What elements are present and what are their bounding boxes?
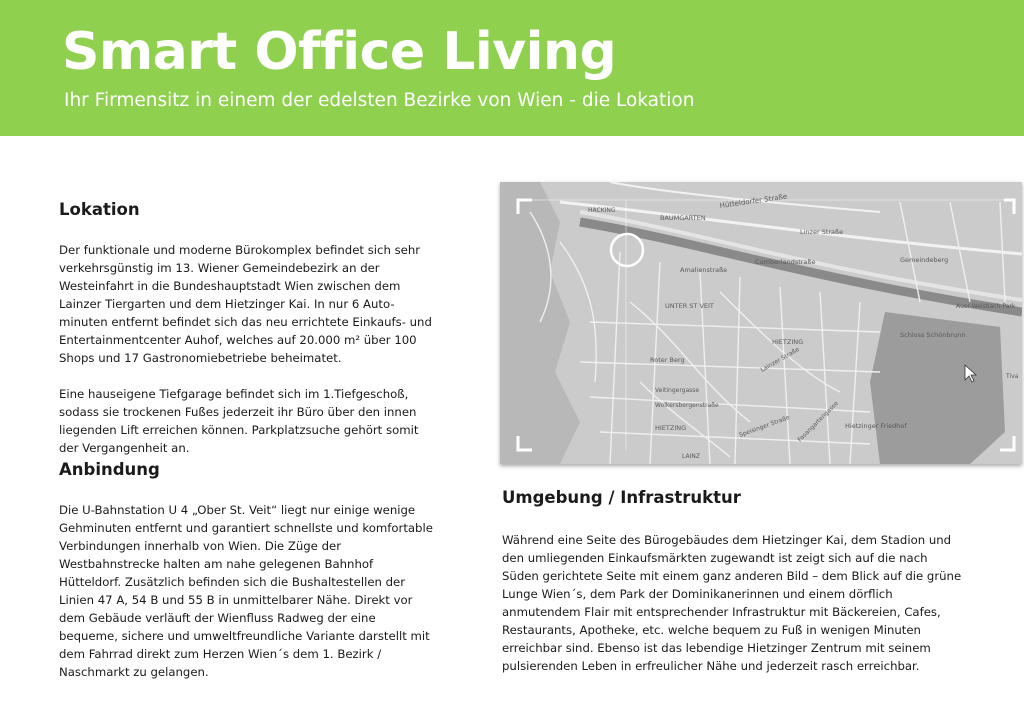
lokation-heading: Lokation — [59, 200, 140, 219]
map-label: Hietzinger Friedhof — [845, 422, 907, 430]
page-title: Smart Office Living — [62, 22, 617, 82]
map-label: Lainzer Straße — [759, 345, 801, 374]
text-line: dem Fahrrad direkt zum Herzen Wien´s dem 1. Bezirk / — [59, 647, 382, 661]
text-line: Gehminuten entfernt und garantiert schnellste und komfortable — [59, 521, 433, 535]
text-line: dem Gebäude verläuft der Wienfluss Radweg der eine — [59, 611, 376, 625]
lokation-paragraph-1 — [59, 241, 459, 367]
text-line: den umliegenden Einkaufsmärkten zugewandt ist zeigt sich auf die nach — [502, 551, 928, 565]
map-label: BAUMGARTEN — [660, 214, 706, 222]
text-line: Der funktionale und moderne Bürokomplex befindet sich sehr — [59, 243, 421, 257]
map-label: Veitingergasse — [655, 387, 700, 394]
map-label: LAINZ — [682, 453, 700, 460]
text-line: anmutendem Flair mit entsprechender Infrastruktur mit Bäckereien, Cafes, — [502, 605, 941, 619]
text-line: liegenden Lift erreichen können. Parkplatzsuche gehört somit — [59, 423, 419, 437]
map-label: Wolkersbergenstraße — [655, 402, 719, 409]
location-map[interactable] — [500, 182, 1022, 464]
text-line: Westbahnstrecke halten am nahe gelegenen Bahnhof — [59, 557, 374, 571]
text-line: Entertainmentcenter Auhof, welches auf 20.000 m² über 100 — [59, 333, 417, 347]
text-line: Restaurants, Apotheke, etc. welche bequem zu Fuß in wenigen Minuten — [502, 623, 921, 637]
map-label: Cumberlandstraße — [755, 258, 816, 266]
anbindung-heading: Anbindung — [59, 460, 160, 479]
text-line: Naschmarkt zu gelangen. — [59, 665, 209, 679]
text-line: pulsierenden Leben in erfreulicher Nähe und jederzeit rasch erreichbar. — [502, 659, 920, 673]
text-line: Die U-Bahnstation U 4 „Ober St. Veit“ liegt nur einige wenige — [59, 503, 416, 517]
map-label: Roter Berg — [650, 356, 685, 364]
map-canvas — [500, 182, 1022, 464]
map-label: Tiva — [1006, 373, 1019, 380]
text-line: Lainzer Tiergarten und dem Hietzinger Kai. In nur 6 Auto- — [59, 297, 395, 311]
text-line: bequeme, sichere und umweltfreundliche Variante darstellt mit — [59, 629, 430, 643]
map-label: Hütteldorfer Straße — [719, 192, 788, 210]
text-line: Süden gerichtete Seite mit einem ganz anderen Bild – dem Blick auf die grüne — [502, 569, 962, 583]
text-line: erreichbar sind. Ebenso ist das lebendige Hietzinger Zentrum mit seinem — [502, 641, 931, 655]
lokation-paragraph-2 — [59, 385, 459, 457]
anbindung-paragraph — [59, 501, 464, 681]
map-label: HACKING — [588, 207, 616, 214]
text-line: Hütteldorf. Zusätzlich befinden sich die Bushaltestellen der — [59, 575, 406, 589]
map-label: HIETZING — [655, 424, 687, 432]
header-banner — [0, 0, 1024, 136]
map-label: Amalienstraße — [680, 266, 728, 274]
umgebung-paragraph — [502, 531, 1002, 675]
text-line: der Vergangenheit an. — [59, 441, 190, 455]
text-line: Eine hauseigene Tiefgarage befindet sich im 1.Tiefgeschoß, — [59, 387, 409, 401]
map-label: Fasangartengasse — [796, 399, 840, 444]
text-line: Linien 47 A, 54 B und 55 B in unmittelbarer Nähe. Direkt vor — [59, 593, 413, 607]
text-line: Während eine Seite des Bürogebäudes dem Hietzinger Kai, dem Stadion und — [502, 533, 952, 547]
umgebung-heading: Umgebung / Infrastruktur — [502, 488, 741, 507]
map-label: Gemeindeberg — [900, 256, 949, 264]
map-label: Speisinger Straße — [738, 414, 791, 439]
page-subtitle: Ihr Firmensitz in einem der edelsten Bezirke von Wien - die Lokation — [64, 90, 695, 111]
text-line: minuten entfernt befindet sich das neu errichtete Einkaufs- und — [59, 315, 432, 329]
text-line: Shops und 17 Gastronomiebetriebe beheimatet. — [59, 351, 342, 365]
section-lokation — [59, 200, 459, 457]
map-label: Schloss Schönbrunn — [900, 331, 966, 339]
map-label: UNTER ST VEIT — [665, 302, 714, 310]
text-line: Westeinfahrt in die Bundeshauptstadt Wien zwischen dem — [59, 279, 401, 293]
section-anbindung — [59, 460, 464, 681]
map-label: Linzer Straße — [800, 228, 844, 236]
text-line: verkehrsgünstig im 13. Wiener Gemeindebezirk an der — [59, 261, 380, 275]
map-label: HIETZING — [772, 338, 804, 346]
text-line: Verbindungen innerhalb von Wien. Die Züge der — [59, 539, 341, 553]
map-label: Auer-Welsbach-Park — [956, 303, 1016, 310]
text-line: Lunge Wien´s, dem Park der Dominikanerinnen und einem dörflich — [502, 587, 893, 601]
text-line: sodass sie trockenen Fußes jederzeit ihr Büro über den innen — [59, 405, 417, 419]
section-umgebung — [502, 488, 1002, 675]
